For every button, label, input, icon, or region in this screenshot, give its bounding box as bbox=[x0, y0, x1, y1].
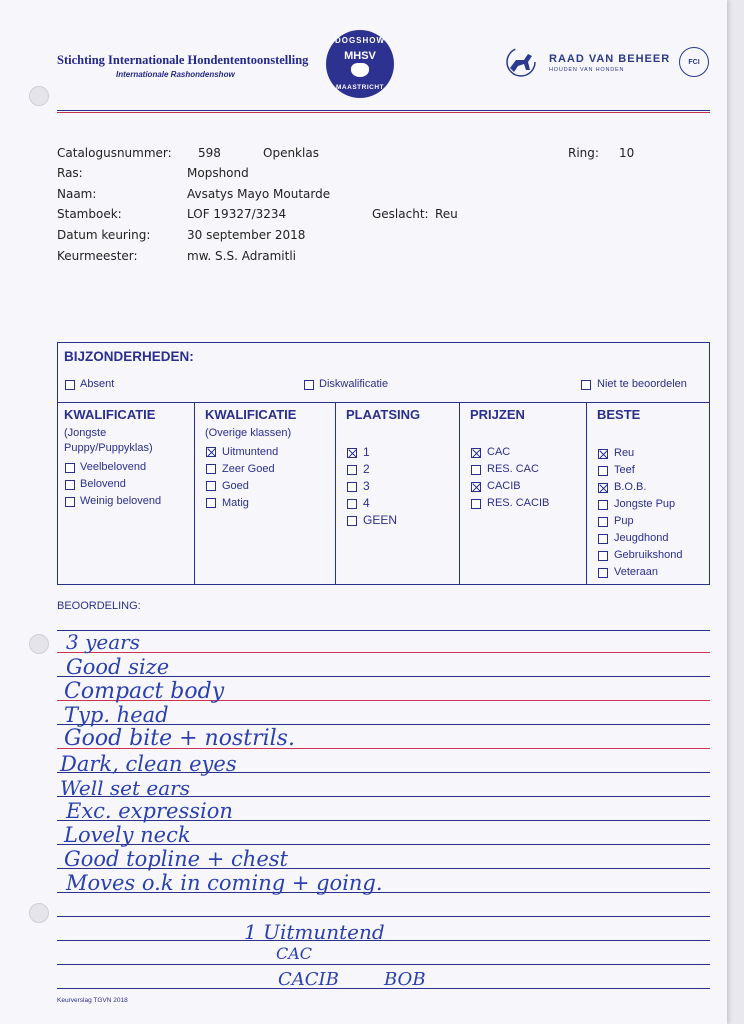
raad-van-beheer-subtitle: HOUDEN VAN HONDEN bbox=[549, 67, 625, 73]
qualification-other-heading: KWALIFICATIE bbox=[205, 407, 297, 422]
ruled-line bbox=[57, 964, 710, 965]
option-label: 2 bbox=[363, 462, 370, 476]
cac-checkbox[interactable] bbox=[471, 448, 481, 458]
punch-hole bbox=[29, 634, 49, 654]
disqualification-label: Diskwalificatie bbox=[319, 378, 389, 390]
divider bbox=[58, 402, 709, 403]
qualification-puppy-sub: (Jongste bbox=[64, 427, 107, 439]
prizes-heading: PRIJZEN bbox=[470, 407, 525, 422]
gebruikshond-checkbox[interactable] bbox=[598, 551, 608, 561]
handwritten-line: Exc. expression bbox=[66, 799, 233, 823]
place-none-checkbox[interactable] bbox=[347, 516, 357, 526]
sex-label: Geslacht: bbox=[372, 207, 429, 221]
disqualification-checkbox[interactable] bbox=[304, 380, 314, 390]
cacib-checkbox[interactable] bbox=[471, 482, 481, 492]
qualification-puppy-heading: KWALIFICATIE bbox=[64, 407, 156, 422]
organization-subtitle: Internationale Rashondenshow bbox=[116, 70, 235, 79]
option-label: Veteraan bbox=[614, 566, 659, 578]
pup-checkbox[interactable] bbox=[598, 517, 608, 527]
option-label: RES. CAC bbox=[487, 463, 539, 475]
teef-checkbox[interactable] bbox=[598, 466, 608, 476]
details-title: BIJZONDERHEDEN: bbox=[64, 349, 194, 364]
punch-hole bbox=[29, 903, 49, 923]
handwritten-line: Good bite + nostrils. bbox=[64, 726, 295, 751]
date-label: Datum keuring: bbox=[57, 228, 151, 242]
raad-van-beheer-title: RAAD VAN BEHEER bbox=[549, 53, 671, 65]
sex-value: Reu bbox=[435, 207, 458, 221]
not-judged-checkbox[interactable] bbox=[581, 380, 591, 390]
option-label: CACIB bbox=[487, 480, 521, 492]
goed-checkbox[interactable] bbox=[206, 481, 216, 491]
handwritten-line: 3 years bbox=[66, 630, 140, 654]
catalog-label: Catalogusnummer: bbox=[57, 146, 172, 160]
placement-heading: PLAATSING bbox=[346, 407, 421, 422]
best-heading: BESTE bbox=[597, 407, 641, 422]
handwritten-line: Moves o.k in coming + going. bbox=[66, 871, 383, 895]
divider bbox=[57, 110, 710, 111]
place-1-checkbox[interactable] bbox=[347, 448, 357, 458]
option-label: 3 bbox=[363, 479, 370, 493]
ring-label: Ring: bbox=[568, 146, 599, 160]
column-divider bbox=[459, 402, 460, 584]
handwritten-line: Dark, clean eyes bbox=[60, 752, 237, 776]
punch-hole bbox=[29, 86, 49, 106]
handwritten-line: Good topline + chest bbox=[64, 847, 288, 871]
veteraan-checkbox[interactable] bbox=[598, 568, 608, 578]
ruled-line bbox=[57, 630, 710, 631]
not-judged-label: Niet te beoordelen bbox=[597, 378, 687, 390]
column-divider bbox=[194, 402, 195, 584]
place-3-checkbox[interactable] bbox=[347, 482, 357, 492]
assessment-label: BEOORDELING: bbox=[57, 600, 141, 612]
organization-name: Stichting Internationale Hondententoonstelling bbox=[57, 53, 309, 67]
option-label: Gebruikshond bbox=[614, 549, 683, 561]
option-label: GEEN bbox=[363, 513, 398, 527]
qualification-puppy-sub: Puppy/Puppyklas) bbox=[64, 442, 153, 454]
option-label: Pup bbox=[614, 515, 634, 527]
pedigree-value: LOF 19327/3234 bbox=[187, 207, 287, 221]
option-label: Jongste Pup bbox=[614, 498, 676, 510]
ruled-line bbox=[57, 916, 710, 917]
judge-value: mw. S.S. Adramitli bbox=[187, 249, 297, 263]
bob-checkbox[interactable] bbox=[598, 483, 608, 493]
footer-text: Keurverslag TGVN 2018 bbox=[57, 997, 128, 1004]
place-2-checkbox[interactable] bbox=[347, 465, 357, 475]
res-cacib-checkbox[interactable] bbox=[471, 499, 481, 509]
jongste-pup-checkbox[interactable] bbox=[598, 500, 608, 510]
divider bbox=[57, 112, 710, 113]
matig-checkbox[interactable] bbox=[206, 498, 216, 508]
judge-label: Keurmeester: bbox=[57, 249, 138, 263]
handwritten-cacib: CACIB bbox=[278, 969, 339, 990]
fci-logo: FCI bbox=[679, 47, 709, 77]
qualification-other-sub: (Overige klassen) bbox=[205, 427, 292, 439]
option-label: Jeugdhond bbox=[614, 532, 669, 544]
option-label: 4 bbox=[363, 496, 370, 510]
breed-label: Ras: bbox=[57, 166, 83, 180]
handwritten-line: Compact body bbox=[64, 679, 225, 704]
ruled-line bbox=[57, 652, 710, 653]
handwritten-cac: CAC bbox=[276, 944, 313, 963]
handwritten-bob: BOB bbox=[384, 969, 426, 990]
handwritten-line: Well set ears bbox=[60, 776, 190, 800]
name-label: Naam: bbox=[57, 187, 97, 201]
paw-icon bbox=[351, 63, 369, 77]
veelbelovend-checkbox[interactable] bbox=[65, 463, 75, 473]
reu-checkbox[interactable] bbox=[598, 449, 608, 459]
handwritten-line: Lovely neck bbox=[64, 823, 191, 847]
belovend-checkbox[interactable] bbox=[65, 480, 75, 490]
option-label: Reu bbox=[614, 447, 635, 459]
absent-checkbox[interactable] bbox=[65, 380, 75, 390]
option-label: 1 bbox=[363, 445, 370, 459]
details-box bbox=[57, 342, 710, 585]
absent-label: Absent bbox=[80, 378, 115, 390]
zeer-goed-checkbox[interactable] bbox=[206, 464, 216, 474]
ring-value: 10 bbox=[619, 146, 635, 160]
res-cac-checkbox[interactable] bbox=[471, 465, 481, 475]
option-label: Uitmuntend bbox=[222, 446, 279, 458]
date-value: 30 september 2018 bbox=[187, 228, 306, 242]
handwritten-line: Typ. head bbox=[64, 703, 169, 727]
option-label: Teef bbox=[614, 464, 635, 476]
pedigree-label: Stamboek: bbox=[57, 207, 122, 221]
breed-value: Mopshond bbox=[187, 166, 249, 180]
handwritten-line: Good size bbox=[66, 655, 170, 679]
option-label: Belovend bbox=[80, 478, 126, 490]
place-4-checkbox[interactable] bbox=[347, 499, 357, 509]
option-label: Matig bbox=[222, 497, 249, 509]
option-label: Veelbelovend bbox=[80, 461, 147, 473]
option-label: Goed bbox=[222, 480, 249, 492]
option-label: Weinig belovend bbox=[80, 495, 162, 507]
uitmuntend-checkbox[interactable] bbox=[206, 447, 216, 457]
column-divider bbox=[586, 402, 587, 584]
option-label: RES. CACIB bbox=[487, 497, 550, 509]
dogshow-logo: DOGSHOW MHSV MAASTRICHT bbox=[326, 30, 394, 98]
class-value: Openklas bbox=[263, 146, 319, 160]
option-label: CAC bbox=[487, 446, 511, 458]
catalog-value: 598 bbox=[198, 146, 221, 160]
option-label: B.O.B. bbox=[614, 481, 647, 493]
dog-logo-icon bbox=[504, 46, 538, 78]
weinig-belovend-checkbox[interactable] bbox=[65, 497, 75, 507]
jeugdhond-checkbox[interactable] bbox=[598, 534, 608, 544]
option-label: Zeer Goed bbox=[222, 463, 275, 475]
name-value: Avsatys Mayo Moutarde bbox=[187, 187, 331, 201]
handwritten-result: 1 Uitmuntend bbox=[244, 920, 385, 944]
column-divider bbox=[335, 402, 336, 584]
